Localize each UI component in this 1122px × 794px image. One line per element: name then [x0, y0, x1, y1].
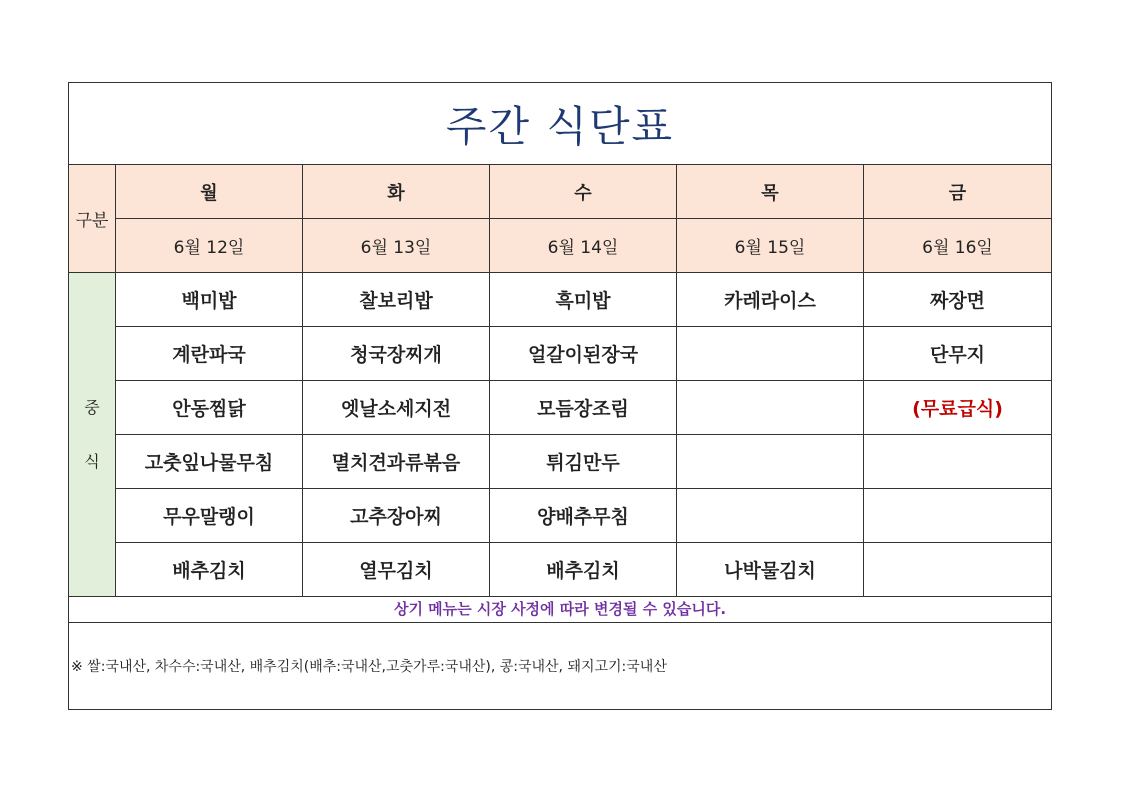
day-wed: 수 — [490, 165, 677, 219]
date-header-row — [69, 219, 1052, 273]
date-wed: 6월 14일 — [490, 219, 677, 273]
menu-cell: 청국장찌개 — [303, 327, 490, 381]
menu-cell — [864, 543, 1052, 597]
menu-cell: 짜장면 — [864, 273, 1052, 327]
menu-cell: 찰보리밥 — [303, 273, 490, 327]
day-mon: 월 — [116, 165, 303, 219]
menu-row — [69, 273, 1052, 327]
day-thu: 목 — [677, 165, 864, 219]
origin-info: ※ 쌀:국내산, 차수수:국내산, 배추김치(배추:국내산,고춧가루:국내산), 콩:국내산, 돼지고기:국내산 — [71, 659, 667, 675]
day-fri: 금 — [864, 165, 1052, 219]
date-thu: 6월 15일 — [677, 219, 864, 273]
menu-row — [69, 381, 1052, 435]
menu-sheet — [68, 82, 1052, 710]
menu-cell — [864, 489, 1052, 543]
menu-cell: 튀김만두 — [490, 435, 677, 489]
menu-cell — [677, 489, 864, 543]
free-meal-cell: (무료급식) — [864, 381, 1052, 435]
menu-cell: 멸치견과류볶음 — [303, 435, 490, 489]
jungsik-char: 중 — [84, 397, 100, 417]
menu-cell: 얼갈이된장국 — [490, 327, 677, 381]
menu-cell — [677, 381, 864, 435]
menu-cell: 계란파국 — [116, 327, 303, 381]
date-mon: 6월 12일 — [116, 219, 303, 273]
menu-row — [69, 435, 1052, 489]
menu-cell: 배추김치 — [116, 543, 303, 597]
menu-cell — [677, 435, 864, 489]
menu-cell: 안동찜닭 — [116, 381, 303, 435]
day-header-row — [69, 165, 1052, 219]
jungsik-label — [69, 273, 116, 597]
menu-table — [68, 164, 1052, 597]
menu-row — [69, 489, 1052, 543]
menu-cell: 배추김치 — [490, 543, 677, 597]
day-tue: 화 — [303, 165, 490, 219]
menu-cell: 무우말랭이 — [116, 489, 303, 543]
menu-cell: 백미밥 — [116, 273, 303, 327]
jungsik-char: 식 — [84, 451, 100, 471]
page-title: 주간 식단표 — [445, 101, 675, 151]
menu-cell: 단무지 — [864, 327, 1052, 381]
menu-change-notice: 상기 메뉴는 시장 사정에 따라 변경될 수 있습니다. — [69, 595, 1051, 623]
menu-row — [69, 327, 1052, 381]
menu-cell: 양배추무침 — [490, 489, 677, 543]
menu-cell: 고춧잎나물무침 — [116, 435, 303, 489]
gubun-label: 구분 — [69, 165, 116, 273]
menu-cell: 나박물김치 — [677, 543, 864, 597]
menu-cell: 엣날소세지전 — [303, 381, 490, 435]
menu-cell: 열무김치 — [303, 543, 490, 597]
date-fri: 6월 16일 — [864, 219, 1052, 273]
menu-cell: 고추장아찌 — [303, 489, 490, 543]
menu-cell — [864, 435, 1052, 489]
menu-cell: 흑미밥 — [490, 273, 677, 327]
menu-cell — [677, 327, 864, 381]
menu-cell: 카레라이스 — [677, 273, 864, 327]
date-tue: 6월 13일 — [303, 219, 490, 273]
menu-cell: 모듬장조림 — [490, 381, 677, 435]
menu-row — [69, 543, 1052, 597]
